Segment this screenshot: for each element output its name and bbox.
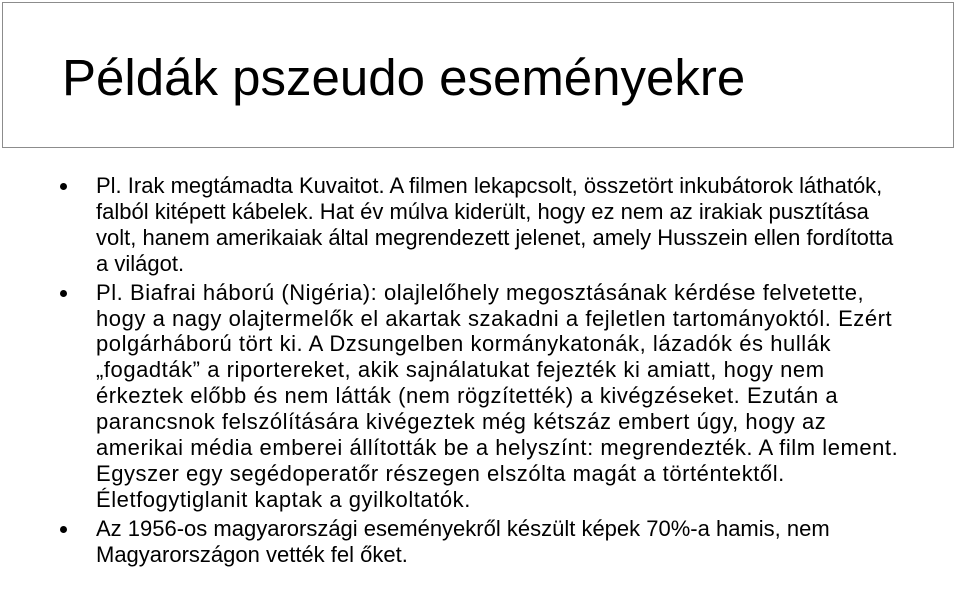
bullet-text: Pl. Irak megtámadta Kuvaitot. A filmen lekapcsolt, összetört inkubátorok láthatók, falból kitépett kábelek. Hat év múlva kiderült, hogy ez nem az irakiak pusztítása volt, hanem amerikaiak által megrendezett jelenet, amely Husszein ellen fordította a világot. <box>96 173 894 276</box>
bullet-dot-icon <box>60 526 67 533</box>
bullet-list <box>96 173 906 571</box>
bullet-text: Az 1956-os magyarországi eseményekről készült képek 70%-a hamis, nem Magyarországon vették fel őket. <box>96 515 830 567</box>
bullet-item <box>96 173 906 277</box>
bullet-dot-icon <box>60 290 67 297</box>
bullet-item <box>96 280 906 513</box>
slide-title: Példák pszeudo eseményekre <box>62 49 746 106</box>
bullet-dot-icon <box>60 183 67 190</box>
bullet-text: Pl. Biafrai háború (Nigéria): olajlelőhely megosztásának kérdése felvetette, hogy a nagy olajtermelők el akartak szakadni a fejletlen tartományoktól. Ezért polgárháború tört ki. A Dzsungelben kormánykatonák, lázadók és hullák „fogadták” a riportereket, akik sajnálatukat fejezték ki amiatt, hogy nem érkeztek előbb és nem látták (nem rögzítették) a kivégzéseket. Ezután a parancsnok felszólítására kivégeztek még kétszáz embert úgy, hogy az amerikai média emberei állították be a helyszínt: megrendezték. A film lement. Egyszer egy segédoperatőr részegen elszólta magát a történtektől. Életfogytiglanit kaptak a gyilkoltatók. <box>96 279 899 512</box>
bullet-item <box>96 516 906 568</box>
